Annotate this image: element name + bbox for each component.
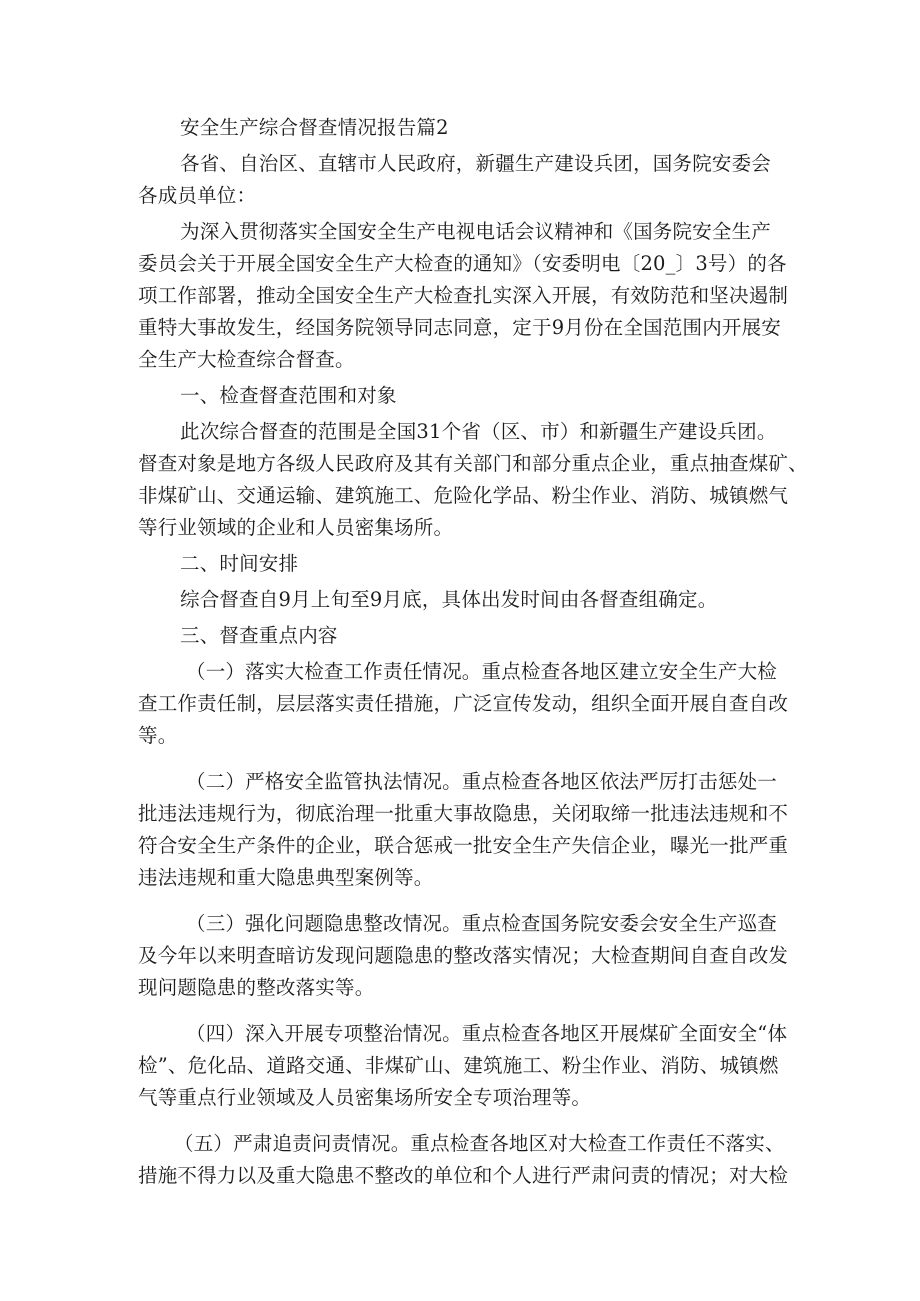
paragraph-line: 重特大事故发生，经国务院领导同志同意，定于9月份在全国范围内开展安	[138, 316, 782, 339]
item5-paragraph	[138, 1128, 790, 1192]
paragraph-line: 违法违规和重大隐患典型案例等。	[138, 866, 434, 889]
paragraph-line: 查工作责任制，层层落实责任措施，广泛宣传发动，组织全面开展自查自改	[138, 692, 789, 715]
paragraph-line: 及今年以来明查暗访发现问题隐患的整改落实情况；大检查期间自查自改发	[138, 944, 789, 967]
paragraph-line: 符合安全生产条件的企业，联合惩戒一批安全生产失信企业，曝光一批严重	[138, 834, 789, 857]
paragraph-line: 非煤矿山、交通运输、建筑施工、危险化学品、粉尘作业、消防、城镇燃气	[138, 484, 789, 507]
document-title: 安全生产综合督查情况报告篇2	[180, 116, 449, 139]
section1-paragraph	[138, 416, 808, 544]
paragraph-line: （一）落实大检查工作责任情况。重点检查各地区建立安全生产大检	[186, 660, 778, 683]
paragraph-line: （五）严肃追责问责情况。重点检查各地区对大检查工作责任不落实、	[174, 1132, 785, 1155]
paragraph-line: （二）严格安全监管执法情况。重点检查各地区依法严厉打击惩处一	[186, 770, 778, 793]
item1-paragraph	[138, 656, 790, 752]
paragraph-line: 全生产大检查综合督查。	[138, 348, 355, 371]
section-heading: 三、督查重点内容	[180, 624, 338, 647]
paragraph-line: 现问题隐患的整改落实等。	[138, 976, 375, 999]
item2-paragraph	[138, 766, 790, 894]
paragraph-line: （三）强化问题隐患整改情况。重点检查国务院安委会安全生产巡查	[186, 912, 778, 935]
paragraph-line: 批违法违规行为，彻底治理一批重大事故隐患，关闭取缔一批违法违规和不	[138, 802, 789, 825]
paragraph-line: 等。	[138, 724, 178, 747]
paragraph-line: 督查对象是地方各级人民政府及其有关部门和部分重点企业，重点抽查煤矿、	[138, 452, 808, 475]
item3-paragraph	[138, 908, 790, 1004]
paragraph-line: 为深入贯彻落实全国安全生产电视电话会议精神和《国务院安全生产	[180, 220, 772, 243]
paragraph-line: 等行业领域的企业和人员密集场所。	[138, 516, 454, 539]
salutation-line-2: 各成员单位：	[138, 184, 257, 207]
section2-paragraph: 综合督查自9月上旬至9月底，具体出发时间由各督查组确定。	[180, 588, 718, 611]
paragraph-line: （四）深入开展专项整治情况。重点检查各地区开展煤矿全面安全“体	[186, 1022, 788, 1045]
section-heading: 一、检查督查范围和对象	[180, 384, 397, 407]
paragraph-line: 此次综合督查的范围是全国31个省（区、市）和新疆生产建设兵团。	[180, 420, 777, 443]
section-heading: 二、时间安排	[180, 552, 299, 575]
intro-paragraph	[138, 216, 790, 376]
item4-paragraph	[138, 1018, 790, 1114]
salutation-line-1: 各省、自治区、直辖市人民政府，新疆生产建设兵团，国务院安委会	[180, 152, 772, 175]
document-page	[138, 112, 808, 1192]
paragraph-line: 措施不得力以及重大隐患不整改的单位和个人进行严肃问责的情况；对大检	[138, 1164, 789, 1187]
paragraph-line: 气等重点行业领域及人员密集场所安全专项治理等。	[138, 1086, 592, 1109]
paragraph-line: 项工作部署，推动全国安全生产大检查扎实深入开展，有效防范和坚决遏制	[138, 284, 789, 307]
paragraph-line: 检”、危化品、道路交通、非煤矿山、建筑施工、粉尘作业、消防、城镇燃	[138, 1054, 779, 1077]
paragraph-line: 委员会关于开展全国安全生产大检查的通知》（安委明电〔20_〕3号）的各	[138, 252, 787, 275]
